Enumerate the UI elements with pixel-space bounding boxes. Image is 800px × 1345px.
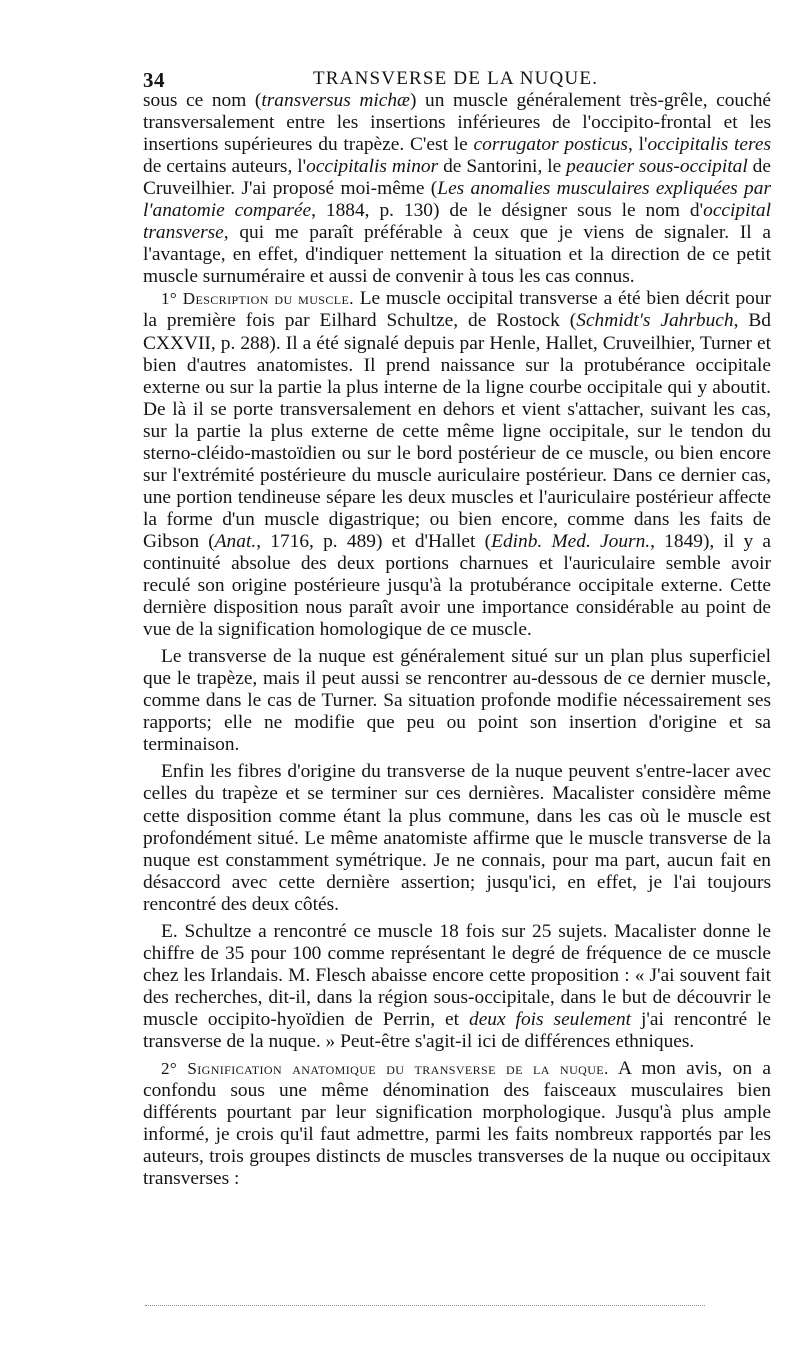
text-run: , l': [627, 134, 648, 156]
text-run: sous ce nom (: [143, 90, 262, 111]
text-run: , qui me paraît préférable à ceux que je viens de signaler. Il a l'avantage, en effet, d'indiquer nettement la situation et la direction de ce petit muscle surnuméraire et aussi de convenir à tous les cas connus.: [143, 222, 771, 288]
text-run: Le muscle occipital transverse a été bien décrit pour la première fois par Eilhard Schultze, de Rostock (: [143, 288, 771, 332]
page-header: [143, 62, 645, 92]
italic-term: Schmidt's Jahrbuch: [576, 310, 734, 332]
text-run: E. Schultze a rencontré ce muscle 18 fois sur 25 sujets. Macalister donne le chiffre de 35 pour 100 comme représentant le degré de fréquence de ce muscle chez les Irlandais. M. Flesch abaisse encore cette proposition : « J'ai souvent fait des recherches, dit-il, dans la région sous-occipitale, dans le but de découvrir le muscle occipito-hyoïdien de Perrin, et: [143, 920, 771, 1030]
text-run: Enfin les fibres d'origine du transverse de la nuque peuvent s'entre-lacer avec celles du trapèze et se terminer sur ces dernières. Macalister considère même cette disposition comme étant la plus commune, dans les cas où le muscle est profondément situé. Le même anatomiste affirme que le muscle transverse de la nuque est constamment symétrique. Je ne connais, pour ma part, aucun fait en désaccord avec cette dernière assertion; jusqu'ici, en effet, je l'ai toujours rencontré des deux côtés.: [143, 761, 771, 915]
italic-term: occipitalis minor: [306, 156, 439, 178]
text-run: , Bd CXXVII, p. 288). Il a été signalé depuis par Henle, Hallet, Cruveilhier, Turner et bien d'autres anatomistes. Il prend naissance sur la protubérance occipitale externe ou sur la partie la plus interne de la ligne courbe occipitale qui y aboutit. De là il se porte transversalement en dehors et vient s'attacher, suivant les cas, sur la partie la plus externe de cette même ligne occipitale, sur le tendon du sterno-cléido-mastoïdien ou sur le bord postérieur de ce muscle, ou bien encore sur l'extrémité postérieure du muscle auriculaire postérieur. Dans ce dernier cas, une portion tendineuse sépare les deux muscles et l'auriculaire postérieur affecte la forme d'un muscle digastrique; ou bien encore, comme dans les faits de Gibson (: [143, 310, 772, 552]
italic-term: deux fois seulement: [469, 1008, 632, 1030]
section-heading: 1° Description du muscle.: [161, 289, 354, 309]
paragraph-position: [143, 646, 771, 756]
italic-term: occipitalis teres: [647, 134, 772, 156]
italic-term: Les anomalies musculaires expliquées par l'anatomie comparée: [143, 178, 771, 222]
text-run: Le transverse de la nuque est généralement situé sur un plan plus superficiel que le trapèze, mais il peut aussi se rencontrer au-dessous de ce dernier muscle, comme dans le cas de Turner. Sa situation profonde modifie nécessairement ses rapports; elle ne modifie que peu ou point son insertion d'origine et sa terminaison.: [143, 646, 771, 756]
text-run: de Cruveilhier. J'ai proposé moi-même (: [143, 156, 771, 200]
text-run: , 1884, p. 130) de le désigner sous le nom d': [311, 200, 704, 222]
paragraph-intro: [143, 90, 771, 288]
italic-term: Anat.: [214, 530, 257, 552]
text-run: de certains auteurs, l': [143, 156, 307, 178]
paragraph-description: [143, 288, 771, 641]
text-run: , 1849), il y a continuité absolue des deux portions charnues et l'auriculaire semble avoir reculé son origine postérieure jusqu'à la protubérance occipitale externe. Cette dernière disposition nous paraît avoir une importance considérable au point de vue de la signification homologique de ce muscle.: [143, 530, 772, 641]
section-heading: 2° Signification anatomique du transverse de la nuque.: [161, 1059, 609, 1079]
paragraph-fibres: [143, 761, 771, 915]
running-title: TRANSVERSE DE LA NUQUE.: [313, 68, 599, 89]
text-run: ) un muscle généralement très-grêle, couché transversalement entre les insertions inférieures de l'occipito-frontal et les insertions supérieures du trapèze. C'est le: [143, 90, 772, 156]
italic-term: peaucier sous-occipital: [566, 156, 748, 178]
italic-term: corrugator posticus: [473, 134, 628, 156]
italic-term: Edinb. Med. Journ.: [491, 530, 651, 552]
paragraph-signification: [143, 1058, 771, 1190]
italic-term: occipital transverse: [143, 200, 771, 244]
text-run: , 1716, p. 489) et d'Hallet (: [256, 530, 492, 552]
italic-term: transversus michæ: [261, 90, 410, 111]
text-run: j'ai rencontré le transverse de la nuque. » Peut-être s'agit-il ici de différences ethniques.: [143, 1008, 771, 1052]
footer-dotted-rule: [145, 1305, 705, 1306]
text-run: A mon avis, on a confondu sous une même dénomination des faisceaux musculaires bien différents pourtant par leur signification morphologique. Jusqu'à plus ample informé, je crois qu'il faut admettre, parmi les faits nombreux rapportés par les auteurs, trois groupes distincts de muscles transverses de la nuque ou occipitaux transverses :: [143, 1058, 772, 1190]
body-text: [143, 90, 771, 1190]
paragraph-frequency: [143, 921, 771, 1053]
page-number: 34: [143, 68, 165, 92]
text-run: de Santorini, le: [438, 156, 567, 178]
